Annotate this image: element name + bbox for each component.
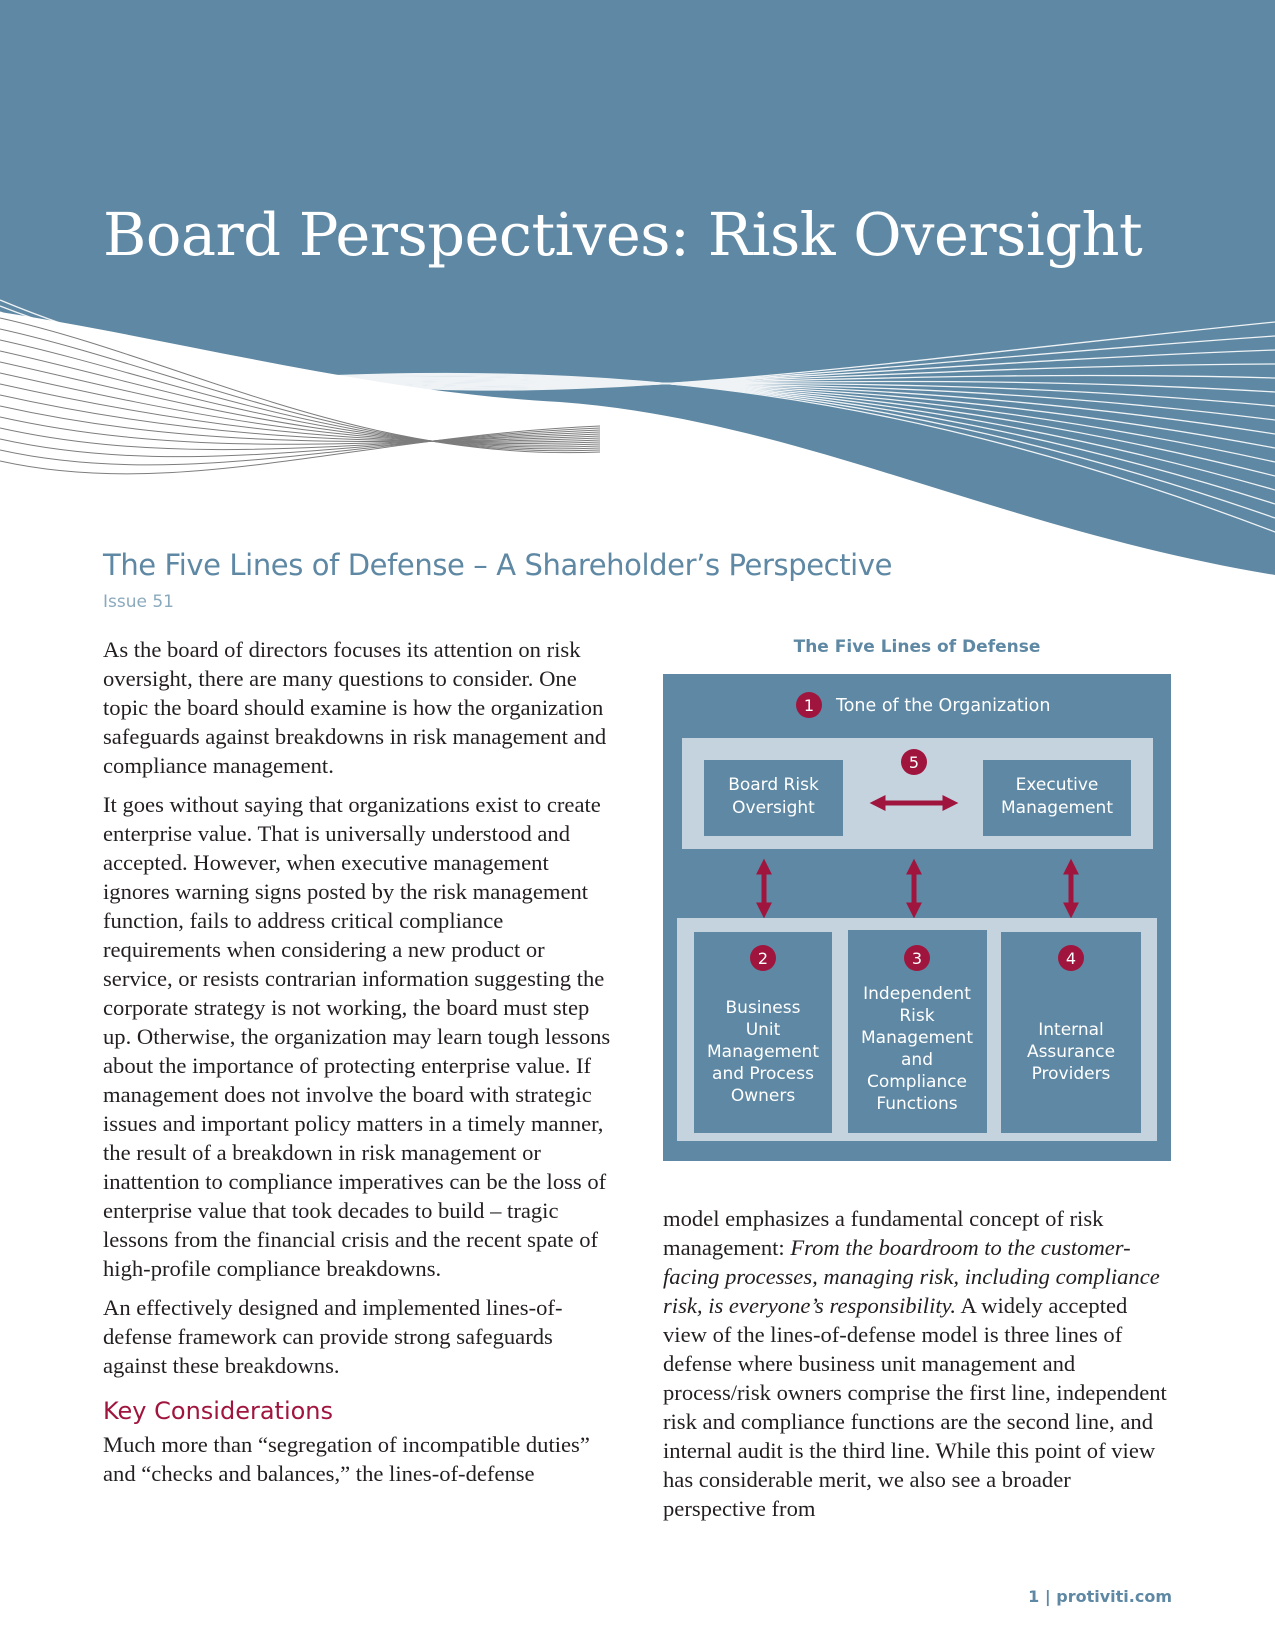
- box3-line: and: [901, 1050, 933, 1070]
- badge-3-number: 3: [911, 949, 923, 968]
- board-label-line1: Board Risk: [728, 775, 819, 795]
- header-banner: [0, 0, 1275, 580]
- five-lines-diagram: [663, 674, 1171, 1161]
- badge-5-number: 5: [908, 753, 920, 772]
- box3-line: Independent: [863, 984, 971, 1004]
- banner-shape: [0, 0, 1275, 575]
- box3-line: Functions: [876, 1094, 958, 1114]
- paragraph-1: As the board of directors focuses its attention on risk oversight, there are many questions to consider. One topic the board should examine is how the organization safeguards against breakdowns in risk management and compliance management.: [103, 637, 607, 778]
- box2-line: Unit: [745, 1020, 781, 1040]
- box2-line: Management: [707, 1042, 819, 1062]
- paragraph-4: Much more than “segregation of incompatible duties” and “checks and balances,” the lines-of-defense: [103, 1432, 590, 1486]
- footer-separator: |: [1044, 1587, 1051, 1606]
- exec-label-line1: Executive: [1015, 775, 1099, 795]
- diagram-svg: [663, 674, 1171, 1161]
- box3-line: Management: [861, 1028, 973, 1048]
- footer-site-link[interactable]: protiviti.com: [1056, 1587, 1172, 1606]
- page-number: 1: [1028, 1587, 1040, 1606]
- banner-graphic: [0, 0, 1275, 580]
- issue-number: Issue 51: [103, 592, 174, 612]
- exec-label-line2: Management: [1001, 798, 1113, 818]
- page-subtitle: The Five Lines of Defense – A Shareholder’s Perspective: [103, 548, 893, 582]
- page-footer: [1028, 1587, 1172, 1606]
- section-heading: Key Considerations: [103, 1397, 334, 1425]
- box2-line: and Process: [712, 1064, 814, 1084]
- body-column-right: [663, 1204, 1173, 1533]
- body-column-left: [103, 635, 615, 1498]
- paragraph-5-start: model emphasizes a fundamental concept of risk management:: [663, 1206, 1104, 1260]
- box2-line: Business: [725, 998, 801, 1018]
- paragraph-5-end: A widely accepted view of the lines-of-defense model is three lines of defense where business unit management and process/risk owners comprise the first line, independent risk and compliance functions are the second line, and internal audit is the third line. While this point of view has considerable merit, we also see a broader perspective from: [663, 1293, 1167, 1521]
- box2-line: Owners: [730, 1086, 796, 1106]
- paragraph-5-italic: From the boardroom to the customer-facing processes, managing risk, including compliance risk, is everyone’s responsibility.: [663, 1235, 1160, 1318]
- badge-1-number: 1: [803, 696, 815, 715]
- box4-line: Internal: [1038, 1020, 1104, 1040]
- tone-label: Tone of the Organization: [836, 696, 1051, 716]
- badge-2-number: 2: [757, 949, 769, 968]
- board-label-line2: Oversight: [732, 798, 815, 818]
- box4-line: Assurance: [1026, 1042, 1116, 1062]
- figure-title: The Five Lines of Defense: [793, 637, 1041, 657]
- badge-4-number: 4: [1065, 949, 1077, 968]
- paragraph-3: An effectively designed and implemented lines-of-defense framework can provide strong safeguards against these breakdowns.: [103, 1295, 563, 1378]
- box3-line: Risk: [899, 1006, 935, 1026]
- page-title: Board Perspectives: Risk Oversight: [103, 200, 1143, 269]
- box3-line: Compliance: [866, 1072, 968, 1092]
- paragraph-2: It goes without saying that organizations exist to create enterprise value. That is universally understood and accepted. However, when executive management ignores warning signs posted by the risk management function, fails to address critical compliance requirements when considering a new product or service, or resists contrarian information suggesting the corporate strategy is not working, the board must step up. Otherwise, the organization may learn tough lessons about the importance of protecting enterprise value. If management does not involve the board with strategic issues and important policy matters in a timely manner, the result of a breakdown in risk management or inattention to compliance imperatives can be the loss of enterprise value that took decades to build – tragic lessons from the financial crisis and the recent spate of high-profile compliance breakdowns.: [103, 792, 611, 1281]
- paragraph-5: [663, 1204, 1173, 1523]
- box4-line: Providers: [1031, 1064, 1111, 1084]
